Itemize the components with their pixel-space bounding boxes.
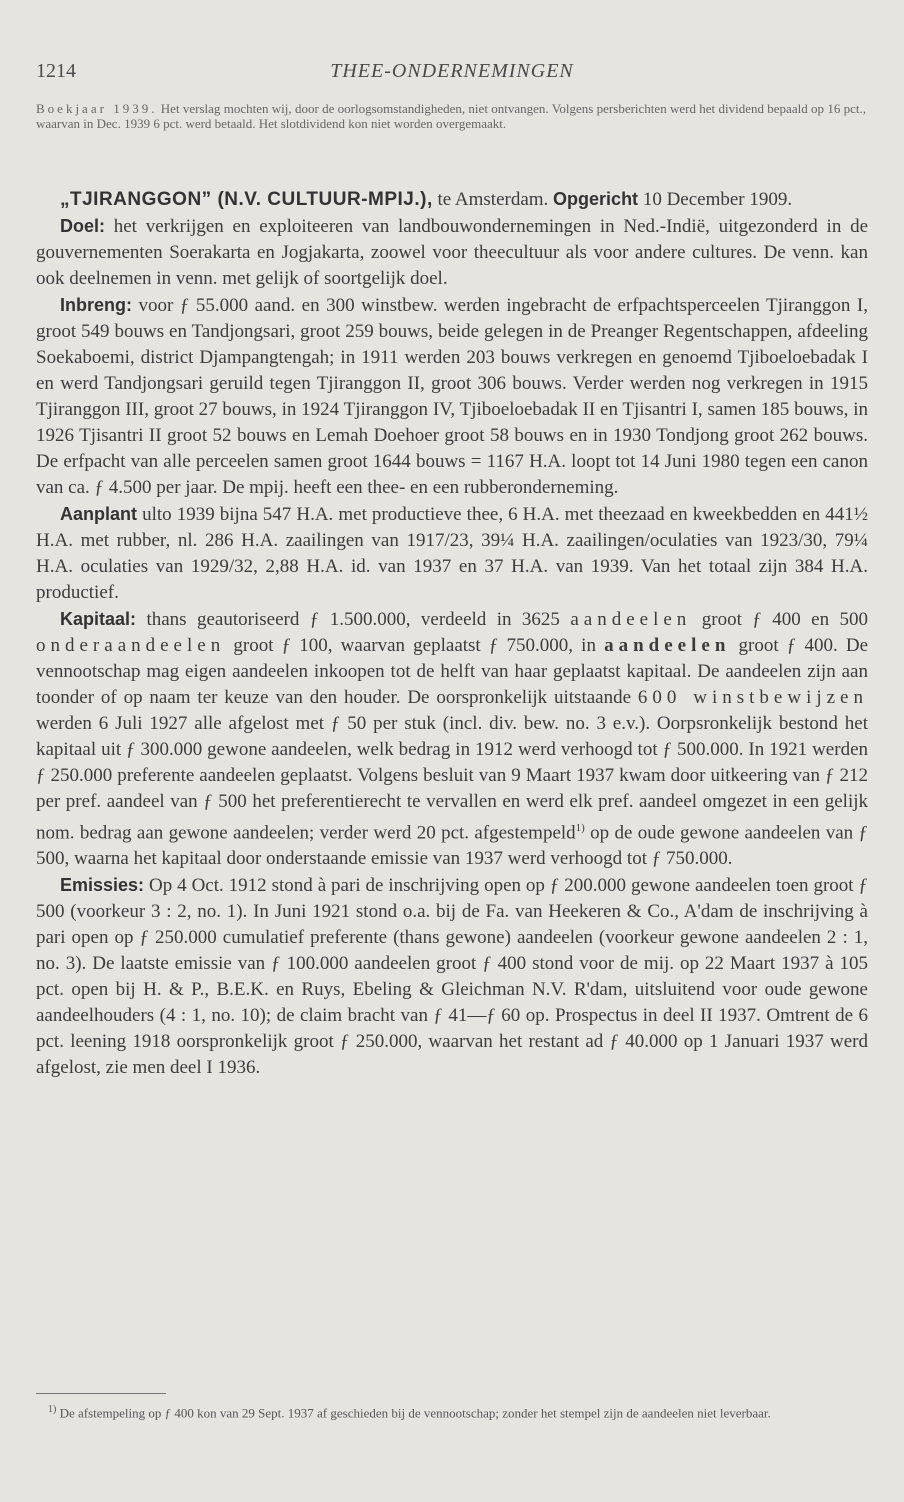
inbreng-label: Inbreng: [60, 295, 132, 315]
section-doel [36, 213, 868, 292]
running-title: THEE-ONDERNEMINGEN [330, 60, 574, 82]
boekjaar-text: Het verslag mochten wij, door de oorlogsomstandigheden, niet ontvangen. Volgens persberichten werd het dividend bepaald op 16 pct., waarvan in Dec. 1939 6 pct. werd betaald. Het slotdividend kon niet worden overgemaakt. [36, 101, 867, 131]
company-entry [36, 186, 868, 1081]
company-location: te Amsterdam. [437, 189, 549, 210]
section-inbreng [36, 292, 868, 501]
founded-text: 10 December 1909. [642, 189, 793, 210]
doel-text: het verkrijgen en exploiteeren van landbouwondernemingen in Ned.-Indië, uitgezonderd in de gouvernementen Soerakarta en Jogjakarta, zoowel voor theecultuur als voor andere cultures. De venn. kan ook deelnemen in venn. met gelijk of soortgelijk doel. [36, 216, 869, 289]
inbreng-text: voor ƒ 55.000 aand. en 300 winstbew. werden ingebracht de erfpachtsperceelen Tjiranggon I, groot 549 bouws en Tandjongsari, groot 259 bouws, beide gelegen in de Preanger Regentschappen, afdeeling Soekaboemi, district Djampangtengah; in 1911 werden 203 bouws verkregen en genoemd Tjiboeloebadak I en werd Tandjongsari geruild tegen Tjiranggon II, groot 306 bouws. Verder werden nog verkregen in 1915 Tjiranggon III, groot 27 bouws, in 1924 Tjiranggon IV, Tjiboeloebadak II en Tjisantri I, samen 185 bouws, in 1926 Tjisantri II groot 52 bouws en Lemah Doehoer groot 58 bouws en in 1930 Tondjong groot 262 bouws. De erfpacht van alle perceelen samen groot 1644 bouws = 1167 H.A. loopt tot 14 Juni 1980 tegen een canon van ca. ƒ 4.500 per jaar. De mpij. heeft een thee- en een rubberonderneming. [36, 295, 868, 498]
kapitaal-text-4: groot ƒ 400. De vennootschap mag eigen aandeelen inkoopen tot de helft van haar geplaatst kapitaal. De aandeelen zijn aan toonder of op naam ter keuze van den houder. De oorspronkelijk uitstaande [36, 635, 869, 708]
kapitaal-text-2: groot ƒ 400 en 500 [701, 609, 869, 630]
kapitaal-text-1: thans geautoriseerd ƒ 1.500.000, verdeeld in 3625 [146, 609, 560, 630]
section-emissies [36, 872, 868, 1081]
section-aanplant [36, 501, 868, 606]
kapitaal-text-6: op de oude gewone aandeelen van ƒ 500, waarna het kapitaal door onderstaande emissie van 1937 werd verhoogd tot ƒ 750.000. [36, 822, 869, 870]
founded-label: Opgericht [553, 189, 639, 209]
page-number: 1214 [36, 60, 76, 82]
kapitaal-text-3: groot ƒ 100, waarvan geplaatst ƒ 750.000, in [233, 635, 596, 656]
entry-heading [36, 186, 868, 213]
emissies-label: Emissies: [60, 875, 145, 896]
boekjaar-label: Boekjaar 1939. [36, 101, 158, 116]
running-head [36, 60, 868, 90]
aanplant-label: Aanplant [60, 504, 138, 524]
emissies-text: Op 4 Oct. 1912 stond à pari de inschrijving open op ƒ 200.000 gewone aandeelen toen groot ƒ 500 (voorkeur 3 : 2, no. 1). In Juni 1921 stond o.a. bij de Fa. van Heekeren & Co., A'dam de inschrijving à pari open op ƒ 250.000 cumulatief preferente (thans gewone) aandeelen (voorkeur gewone aandeelen 2 : 1, no. 3). De laatste emissie van ƒ 100.000 aandeelen groot ƒ 400 stond voor de mij. op 22 Maart 1937 à 105 pct. open bij H. & P., B.E.K. en Ruys, Ebeling & Gleichman N.V. R'dam, uitsluitend voor oude gewone aandeelhouders (4 : 1, no. 10); de claim bracht van ƒ 41—ƒ 60 op. Prospectus in deel II 1937. Omtrent de 6 pct. leening 1918 oorspronkelijk groot ƒ 250.000, waarvan het restant ad ƒ 40.000 op 1 Januari 1937 werd afgelost, zie men deel I 1936. [36, 875, 869, 1079]
aanplant-text: ulto 1939 bijna 547 H.A. met productieve thee, 6 H.A. met theezaad en kweekbedden en 441½ H.A. met rubber, nl. 286 H.A. zaailingen van 1917/23, 39¼ H.A. zaailingen/oculaties van 1923/30, 79¼ H.A. oculaties van 1929/32, 2,88 H.A. id. van 1937 en 37 H.A. van 1939. Van het totaal zijn 384 H.A. productief. [36, 504, 868, 603]
company-name: „TJIRANGGON” (N.V. CULTUUR-MPIJ.), [60, 189, 433, 210]
footnote-divider [36, 1393, 166, 1394]
kapitaal-aandeelen-bold: aandeelen [604, 635, 731, 656]
footnote [36, 1402, 868, 1421]
section-kapitaal [36, 606, 868, 872]
footnote-text: De afstempeling op ƒ 400 kon van 29 Sept. 1937 af geschieden bij de vennootschap; zonder het stempel zijn de aandeelen niet leverbaar. [59, 1405, 771, 1421]
footnote-marker: 1) [48, 1404, 57, 1415]
kapitaal-onderaandeelen: onderaandeelen [36, 635, 226, 656]
kapitaal-text-5: werden 6 Juli 1927 alle afgelost met ƒ 50 per stuk (incl. div. bew. no. 3 e.v.). Oorpsronkelijk bestond het kapitaal uit ƒ 300.000 gewone aandeelen, welk bedrag in 1912 werd verhoogd tot ƒ 500.000. In 1921 werden ƒ 250.000 preferente aandeelen geplaatst. Volgens besluit van 9 Maart 1937 kwam door uitkeering van ƒ 212 per pref. aandeel van ƒ 500 het preferentierecht te vervallen en werd elk pref. aandeel omgezet in een gelijk nom. bedrag aan gewone aandeelen; verder werd 20 pct. afgestempeld [36, 713, 868, 844]
footnote-reference: 1) [575, 822, 585, 834]
kapitaal-winstbewijzen: 600 winstbewijzen [637, 687, 868, 708]
kapitaal-aandeelen: aandeelen [570, 609, 692, 630]
doel-label: Doel: [60, 216, 105, 236]
kapitaal-label: Kapitaal: [60, 609, 137, 629]
previous-entry-note [36, 101, 866, 131]
